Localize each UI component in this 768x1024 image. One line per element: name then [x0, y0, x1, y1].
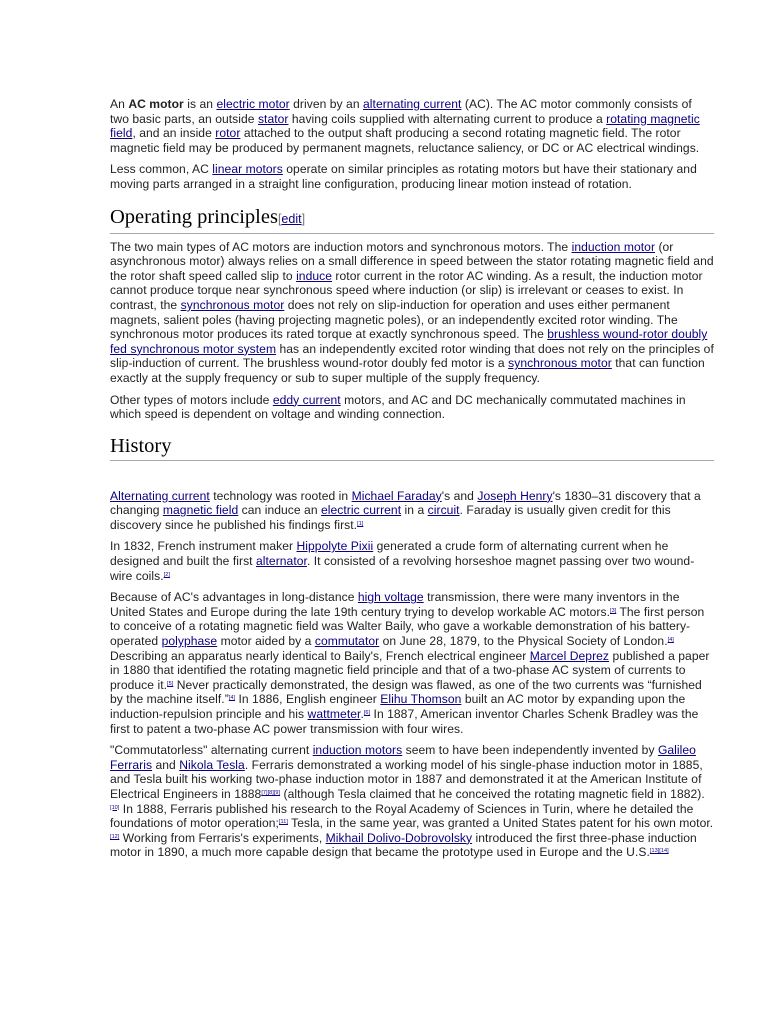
citation-ref[interactable]: [4] [667, 637, 674, 644]
intro-paragraph-1 [110, 97, 714, 155]
wiki-link[interactable]: high voltage [357, 590, 424, 605]
wiki-link[interactable]: stator [257, 111, 289, 126]
text-run: 's 1830–31 discovery that a changing [110, 488, 701, 518]
history-paragraph-3 [110, 590, 714, 736]
text-run: that can function exactly at the supply frequency or sub to super multiple of the supply frequency. [110, 356, 705, 385]
text-run: Describing an apparatus nearly identical to Baily's, French electrical engineer [110, 648, 530, 663]
history-paragraph-1 [110, 489, 714, 533]
text-run: seem to have been independently invented by [402, 743, 658, 758]
citation-ref[interactable]: [10] [110, 804, 120, 811]
wiki-link[interactable]: Alternating current [110, 488, 210, 503]
text-run: 's and [441, 488, 478, 503]
wiki-link[interactable]: rotor [215, 126, 241, 141]
text-run: An [110, 97, 129, 111]
text-run: technology was rooted in [209, 488, 352, 503]
text-run: . [360, 707, 364, 721]
wiki-link[interactable]: polyphase [161, 634, 218, 649]
text-run: having coils supplied with alternating current to produce a [288, 111, 607, 126]
text-run: is an [183, 97, 217, 111]
wiki-link[interactable]: induction motor [571, 239, 656, 254]
citation-ref[interactable]: [12] [110, 833, 120, 840]
section-heading-operating-principles [110, 205, 714, 234]
text-run: In 1886, English engineer [235, 692, 381, 707]
wiki-link[interactable]: synchronous motor [508, 356, 612, 371]
citation-ref[interactable]: [11] [278, 819, 288, 826]
wiki-link[interactable]: circuit [427, 503, 460, 518]
text-run: operate on similar principles as rotating motors but have their stationary and moving parts arranged in a straight line configuration, producing linear motion instead of rotation. [110, 162, 697, 191]
text-run: Tesla, in the same year, was granted a United States patent for his own motor. [287, 816, 714, 831]
wiki-link[interactable]: induce [296, 268, 333, 283]
wiki-link[interactable]: Michael Faraday [351, 488, 442, 503]
text-run: . Faraday is usually given credit for this discovery since he published his findings first. [110, 503, 671, 532]
text-run: in a [401, 503, 428, 518]
wiki-link[interactable]: linear motors [212, 162, 283, 177]
edit-link-wrapper: [edit] [277, 211, 306, 226]
section-title: History [110, 434, 172, 457]
text-run: transmission, there were many inventors in the United States and Europe during the late 19th century trying to develop workable AC motors. [110, 590, 680, 619]
history-paragraph-4 [110, 743, 714, 860]
wiki-link[interactable]: Mikhail Dolivo-Dobrovolsky [325, 830, 473, 845]
wiki-link[interactable]: alternating current [363, 97, 462, 111]
text-run: (AC). The AC motor commonly consists of two basic parts, an outside [110, 97, 692, 126]
wiki-link[interactable]: Galileo Ferraris [110, 743, 696, 772]
text-run: driven by an [289, 97, 364, 111]
text-run: has an independently excited rotor winding that does not rely on the principles of slip-induction of current. The brushless wound-rotor doubly fed motor is a [110, 341, 714, 371]
text-run: In 1888, Ferraris published his research to the Royal Academy of Sciences in Turin, where he detailed the foundations of motor operation; [110, 801, 694, 831]
citation-ref[interactable]: [4] [228, 695, 236, 702]
wiki-link[interactable]: magnetic field [162, 503, 239, 518]
text-run: on June 28, 1879, to the Physical Society of London. [379, 634, 668, 649]
bold-term: AC motor [128, 97, 184, 111]
wiki-link[interactable]: electric current [321, 503, 402, 518]
text-run: and [152, 757, 180, 772]
text-run: generated a crude form of alternating current when he designed and built the first [110, 539, 669, 569]
text-run: In 1887, American inventor Charles Schenk Bradley was the first to patent a two-phase AC power transmission with four wires. [110, 707, 699, 736]
citation-ref[interactable]: [5] [167, 680, 174, 687]
text-run: attached to the output shaft producing a second rotating magnetic field. The rotor magnetic field may be produced by permanent magnets, reluctance saliency, or DC or AC electrical windings. [110, 126, 700, 155]
text-run: motor aided by a [217, 634, 315, 649]
wiki-link[interactable]: Joseph Henry [477, 488, 553, 503]
wiki-link[interactable]: Nikola Tesla [179, 757, 245, 772]
citation-ref[interactable]: [2] [163, 571, 170, 578]
text-run: introduced the first three-phase induction motor in 1890, a much more capable design that became the prototype used in Europe and the U.S. [110, 830, 697, 860]
text-run: Other types of motors include [110, 392, 273, 407]
text-run: . It consisted of a revolving horseshoe magnet passing over two wound-wire coils. [110, 554, 695, 583]
wiki-link[interactable]: Marcel Deprez [529, 648, 610, 663]
wiki-link[interactable]: electric motor [216, 97, 290, 111]
article-body [110, 97, 714, 867]
text-run: The first person to conceive of a rotating magnetic field was Walter Baily, who gave a workable demonstration of his battery-operated [110, 604, 705, 649]
section-title: Operating principles [110, 205, 278, 228]
text-run: published a paper in 1880 that identified the rotating magnetic field principle and that of a two-phase AC system of currents to produce it. [110, 648, 710, 692]
text-run: In 1832, French instrument maker [110, 539, 297, 554]
text-run: Never practically demonstrated, the design was flawed, as one of the two currents was “furnished by the machine itself.” [110, 677, 702, 707]
operating-paragraph-1 [110, 240, 714, 386]
citation-ref[interactable]: [6] [363, 710, 371, 716]
text-run: motors, and AC and DC mechanically commutated machines in which speed is dependent on voltage and winding connection. [110, 392, 686, 422]
wiki-link[interactable]: synchronous motor [180, 297, 285, 312]
wiki-link[interactable]: Elihu Thomson [380, 692, 462, 707]
text-run: . Ferraris demonstrated a working model of his single-phase induction motor in 1885, and Tesla built his working two-phase induction motor in 1887 and demonstrated it at the American Institute of Electrical Engineers in 1888 [110, 757, 703, 801]
wiki-link[interactable]: commutator [314, 634, 380, 649]
text-run: does not rely on slip-induction for operation and uses either permanent magnets, salient poles (having projecting magnetic poles), or an independently excited rotor winding. The synchronous motor produces its rated torque at exactly synchronous speed. The [110, 297, 678, 342]
citation-ref[interactable]: [7][8][9] [261, 789, 281, 796]
text-run: Less common, AC [110, 162, 213, 177]
text-run: , and an inside [132, 126, 216, 141]
operating-paragraph-2 [110, 393, 714, 422]
text-run: (or asynchronous motor) always relies on a small difference in speed between the stator rotating magnetic field and the rotor shaft speed called slip to [110, 239, 714, 283]
text-run: rotor current in the rotor AC winding. As a result, the induction motor cannot produce torque near synchronous speed where induction (or slip) is irrelevant or ceases to exist. In contrast, the [110, 268, 703, 312]
wiki-link[interactable]: brushless wound-rotor doubly fed synchronous motor system [110, 327, 708, 356]
edit-link[interactable]: edit [281, 211, 302, 226]
wiki-link[interactable]: Hippolyte Pixii [296, 539, 374, 554]
text-run: Because of AC's advantages in long-distance [110, 590, 358, 605]
history-paragraph-2 [110, 539, 714, 583]
text-run: can induce an [238, 503, 322, 518]
text-run: (although Tesla claimed that he conceived the rotating magnetic field in 1882). [280, 786, 705, 801]
section-heading-history [110, 434, 714, 461]
citation-ref[interactable]: [3] [610, 607, 617, 614]
wiki-link[interactable]: eddy current [272, 392, 341, 407]
citation-ref[interactable]: [13][14] [649, 848, 669, 855]
text-run: built an AC motor by expanding upon the induction-repulsion principle and his [110, 692, 686, 721]
wiki-link[interactable]: induction motors [312, 743, 403, 758]
text-run: "Commutatorless" alternating current [110, 743, 313, 758]
wiki-link[interactable]: rotating magnetic field [110, 111, 700, 141]
intro-paragraph-2 [110, 162, 714, 191]
wiki-link[interactable]: alternator [256, 554, 307, 569]
text-run: The two main types of AC motors are induction motors and synchronous motors. The [110, 239, 572, 254]
citation-ref[interactable]: [1] [357, 520, 364, 527]
text-run: Working from Ferraris's experiments, [119, 830, 326, 845]
wiki-link[interactable]: wattmeter [307, 707, 361, 721]
